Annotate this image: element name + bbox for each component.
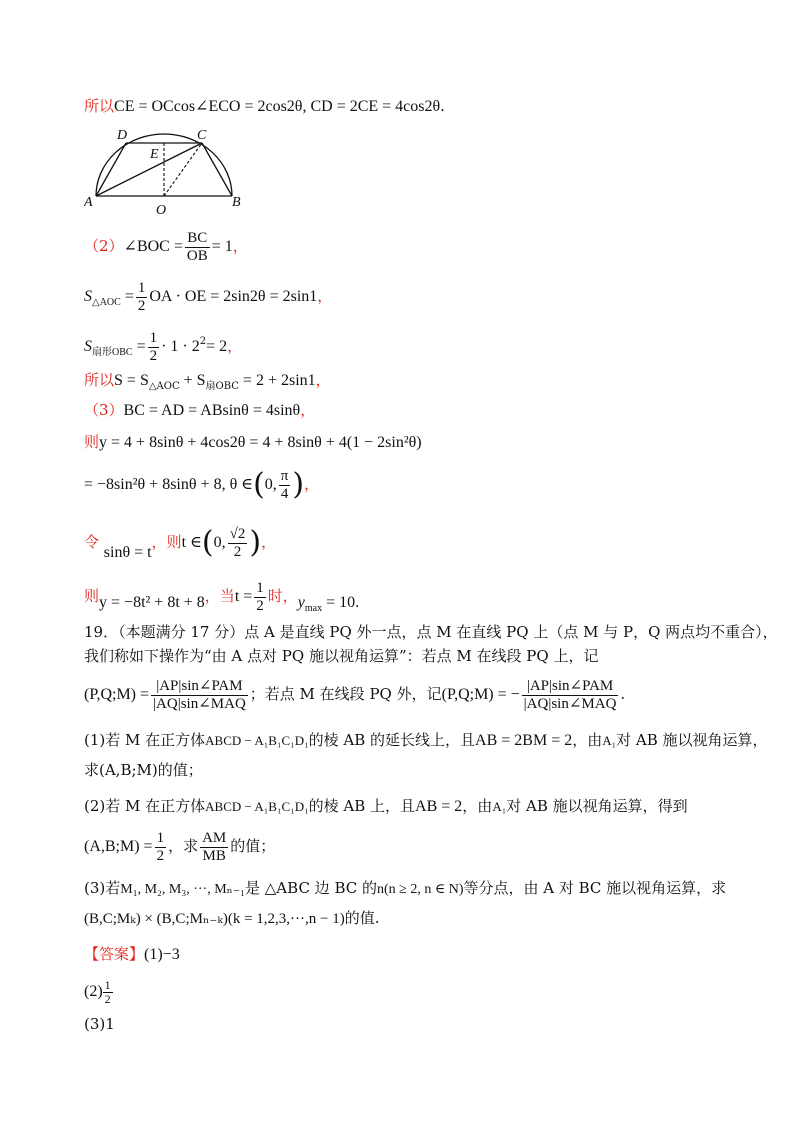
boc-lhs: ∠BOC = — [123, 238, 183, 255]
s-aoc-rest: OA · OE = 2sin2θ = 2sin1 — [149, 288, 318, 305]
pqm-def2: (P,Q;M) = − — [441, 686, 520, 703]
answer-line1 — [84, 944, 180, 965]
s-total-plus: + S — [179, 372, 206, 389]
half-fraction-2: $\frac{1}{2}$ — [149, 329, 158, 364]
ymax-value: = 10 — [326, 594, 356, 611]
two: 2 — [228, 543, 248, 561]
q19-line2: 我们称如下操作为“由 A 点对 PQ 施以视角运算”：若点 M 在线段 PQ 上，记 — [84, 647, 599, 665]
q19-line1: 19．（本题满分 17 分）点 A 是直线 PQ 外一点，点 M 在直线 PQ 上（点 M 与 P，Q 两点均不重合）， — [84, 623, 778, 641]
part3-label: （3） — [84, 401, 124, 419]
line-angle-boc: （2）∠BOC = $\frac{BC}{OB}$ = 1， — [84, 229, 248, 264]
label-e: E — [150, 147, 159, 162]
half-fraction: $\frac{1}{2}$ — [137, 279, 146, 314]
answer-label: 【答案】 — [84, 945, 145, 963]
pqm-num2: |AP|sin∠PAM — [526, 677, 614, 694]
line-s-aoc: $S_{\triangle AOC}$ = $\frac{1}{2}$ OA · OE = 2sin2θ = 2sin1， — [84, 279, 333, 314]
p2-a: (2)若 M 在正方体 — [84, 797, 206, 815]
q19-part1-line1 — [84, 730, 768, 751]
p2-d: ，由 — [462, 797, 493, 815]
n-cond: n(n ≥ 2, n ∈ N) — [377, 882, 464, 897]
p3-a: (3)若 — [84, 879, 121, 897]
then-word: ，则 — [151, 533, 182, 551]
s-total-a: S = S — [114, 372, 149, 389]
then-prefix-2: 则 — [84, 587, 100, 605]
line-ce-cd: 所以CE = OCcos∠ECO = 2cos2θ, CD = 2CE = 4cos2θ. — [84, 97, 445, 115]
ymax-sub: max — [304, 603, 323, 614]
line-s-sector: $S_{扇形OBC}$ = $\frac{1}{2}$ · $1 \cdot 2^2= 2$， — [84, 329, 243, 364]
q19-part2-line1 — [84, 796, 688, 817]
p1-a: (1)若 M 在正方体 — [84, 731, 206, 749]
let-prefix: 令 — [84, 533, 100, 551]
sin-eq-t: sinθ = t — [103, 544, 152, 561]
a1-symbol: A₁ — [602, 733, 617, 748]
pqm-num1: |AP|sin∠PAM — [156, 677, 243, 694]
two-2: 2 — [256, 597, 264, 614]
one-half — [254, 580, 266, 615]
line-s-total: 所以$S = S_{\triangle AOC} + S_{扇OBC} = 2 + 2\sin 1$， — [84, 371, 331, 392]
y-formula: y = 4 + 8sinθ + 4cos2θ = 4 + 8sinθ + 4(1 − 2sin²θ) — [99, 434, 422, 451]
pqm-den2: |AQ|sin∠MAQ — [523, 695, 617, 712]
q19-line3: (P,Q;M) = $\frac{\text{|AP|sin∠PAM}}{\text{|AQ|sin∠MAQ}}$ ；若点 M 在线段 PQ 外，记(P,Q;M) = − $\frac{\text{|AP|sin∠PAM}}{\text{|AQ|sin∠MAQ}}$ . — [84, 677, 626, 712]
s-sector-rest: · 1 · 2 — [161, 338, 200, 355]
boc-rhs: = 1 — [211, 238, 233, 255]
label-c: C — [197, 128, 207, 143]
root2: √2 — [229, 525, 246, 542]
q19-part2-line2 — [84, 824, 275, 868]
one: 1 — [256, 579, 264, 596]
s-total-sub2: 扇OBC — [205, 381, 239, 392]
line-substitution: 令 sinθ = t，则t ∈(0, $\frac{√2}{2}$ )， — [84, 525, 277, 561]
label-d: D — [117, 128, 128, 143]
s-total-end: = 2 + 2sin1 — [238, 372, 316, 389]
p2-g: ，求 — [168, 837, 199, 855]
am-over-mb — [200, 830, 228, 865]
pqm-def1: (P,Q;M) = — [84, 686, 150, 703]
then-prefix: 则 — [84, 433, 100, 451]
p1-e: ，由 — [572, 731, 603, 749]
boc-den: OB — [186, 247, 208, 264]
y-in-t: y = −8t² + 8t + 8 — [99, 594, 205, 611]
p1-g: 对 AB 施以视角运算， — [616, 731, 768, 749]
pi: π — [280, 467, 289, 484]
part2-label: （2） — [84, 237, 124, 255]
p2-e: 对 AB 施以视角运算，得到 — [506, 797, 688, 815]
interval-start: 0, — [264, 476, 277, 493]
p2-h: 的值； — [230, 837, 276, 855]
four: 4 — [279, 485, 291, 503]
p2-b: 的棱 AB 上，且 — [308, 797, 416, 815]
so-prefix: 所以 — [84, 97, 115, 115]
answer-line3: (3)1 — [84, 1015, 115, 1033]
label-b: B — [232, 195, 241, 210]
mb: MB — [200, 847, 228, 865]
line-ymax: 则y = −8t² + 8t + 8，当t = $\frac{1}{2}$ 时，$y_{max} = 10$. — [84, 579, 360, 614]
pqm-frac2 — [522, 678, 619, 713]
y-quadratic: = −8sin²θ + 8sinθ + 8, θ ∈ — [84, 476, 254, 493]
line-y-quadratic: = −8sin²θ + 8sinθ + 8, θ ∈(0, $\frac{\pi}{4}$ )， — [84, 467, 320, 502]
answer-1: (1)−3 — [144, 946, 180, 963]
am: AM — [202, 829, 227, 846]
p3-e: 等分点，由 A 对 BC 施以视角运算，求 — [463, 879, 727, 897]
boc-num: BC — [187, 229, 208, 246]
so-prefix-2: 所以 — [84, 371, 115, 389]
y-symbol: y — [297, 594, 305, 611]
a1-symbol-2: A₁ — [492, 799, 507, 814]
p3-g: 的值. — [344, 909, 380, 927]
p1-d: AB = 2BM = 2 — [475, 732, 573, 749]
product-expr: (B,C;Mₖ) × (B,C;Mₙ₋ₖ)(k = 1,2,3,···,n − 1) — [84, 911, 345, 927]
answer-2: (2) — [84, 983, 103, 1000]
s-total-sub1: △AOC — [148, 381, 180, 392]
time-word: 时， — [267, 587, 298, 605]
boc-fraction — [185, 230, 210, 265]
s-symbol: S — [84, 288, 92, 305]
p1-c: 的棱 AB 的延长线上，且 — [308, 731, 476, 749]
pi-over-4 — [279, 468, 291, 503]
ce-cd-formula: CE = OCcos∠ECO = 2cos2θ, CD = 2CE = 4cos2θ — [114, 98, 441, 115]
p2-c: AB = 2 — [415, 798, 463, 815]
p2-f: (A,B;M) = — [84, 838, 153, 855]
label-a: A — [84, 195, 93, 210]
p3-c: 是 △ABC 边 BC 的 — [245, 879, 377, 897]
s-sector-end: = 2 — [206, 338, 228, 355]
pqm-mid-text: ；若点 M 在线段 PQ 外，记 — [249, 685, 442, 703]
interval-start-2: 0, — [213, 534, 226, 551]
semicircle-figure — [84, 124, 244, 216]
label-o: O — [156, 203, 167, 216]
points-m: M₁, M₂, M₃, ···, Mₙ₋₁ — [120, 882, 245, 897]
cube-name-2: ABCD − A₁B₁C₁D₁ — [205, 799, 309, 814]
q19-part3-line2 — [84, 908, 380, 929]
cube-name: ABCD − A₁B₁C₁D₁ — [205, 733, 309, 748]
when-word: ，当 — [204, 587, 235, 605]
q19-part1-line2: 求(A,B;M)的值； — [84, 761, 203, 779]
answer-2-half: $\frac{1}{2}$ — [104, 977, 111, 1006]
pqm-den1: |AQ|sin∠MAQ — [153, 695, 246, 712]
q19-part3-line1 — [84, 878, 726, 900]
line-part3: （3）BC = AD = ABsinθ = 4sinθ， — [84, 401, 316, 419]
part3-formula: BC = AD = ABsinθ = 4sinθ — [123, 402, 301, 419]
answer-line2 — [84, 974, 113, 1008]
pqm-frac1 — [151, 678, 248, 713]
root2-over-2 — [228, 526, 248, 561]
line-y-expression — [84, 432, 422, 453]
t-eq: t = — [234, 588, 253, 605]
s-aoc-sub: △AOC — [92, 297, 121, 308]
t-in: t ∈ — [181, 534, 202, 551]
p2-half: $\frac{1}{2}$ — [156, 829, 165, 864]
s-sector-sub: 扇形OBC — [92, 347, 133, 358]
